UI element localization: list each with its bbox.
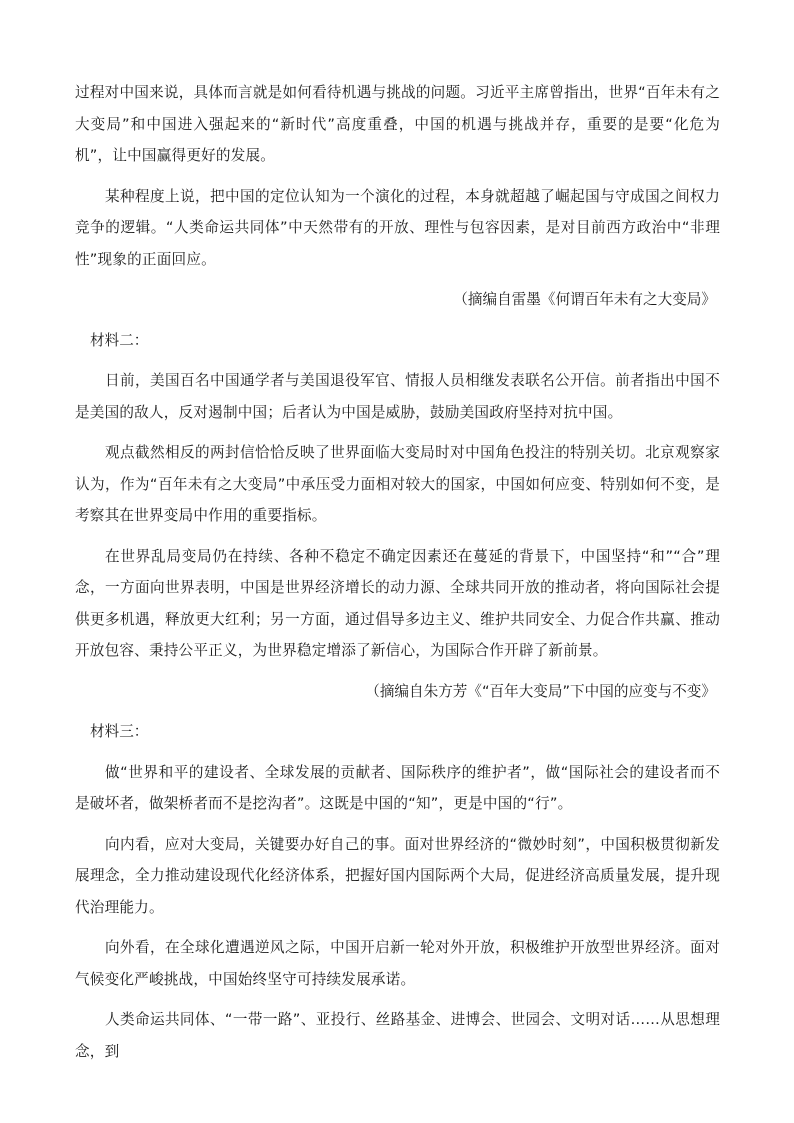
source-citation-1: （摘编自雷墨《何谓百年未有之大变局》 — [453, 291, 716, 308]
paragraph-2: 某种程度上说，把中国的定位认知为一个演化的过程，本身就超越了崛起国与守成国之间权力竞争的逻辑。“人类命运共同体”中天然带有的开放、理性与包容因素，是对目前西方政治中“非理性”现象的正面回应。 — [75, 187, 720, 268]
source-citation-2: （摘编自朱方芳《“百年大变局”下中国的应变与不变》 — [365, 682, 716, 700]
paragraph-4: 观点截然相反的两封信恰恰反映了世界面临大变局时对中国角色投注的特别关切。北京观察家认为，作为“百年未有之大变局”中承压受力面相对较大的国家，中国如何应变、特别如何不变，是考察其在世界变局中作用的重要指标。 — [75, 444, 720, 524]
material-2-label: 材料二： — [90, 331, 149, 349]
material-3-label: 材料三： — [90, 723, 149, 740]
paragraph-1: 过程对中国来说，具体而言就是如何看待机遇与挑战的问题。习近平主席曾指出，世界“百年未有之大变局”和中国进入强起来的“新时代”高度重叠，中国的机遇与挑战并存，重要的是要“化危为机”，让中国赢得更好的发展。 — [75, 84, 720, 164]
paragraph-7: 向内看，应对大变局，关键要办好自己的事。面对世界经济的“微妙时刻”，中国积极贯彻新发展理念，全力推动建设现代化经济体系，把握好国内国际两个大局，促进经济高质量发展，提升现代治理能力。 — [75, 835, 720, 916]
paragraph-6: 做“世界和平的建设者、全球发展的贡献者、国际秩序的维护者”，做“国际社会的建设者而不是破坏者，做架桥者而不是挖沟者”。这既是中国的“知”，更是中国的“行”。 — [75, 763, 720, 812]
paragraph-9: 人类命运共同体、“一带一路”、亚投行、丝路基金、进博会、世园会、文明对话……从思想理念，到 — [75, 1011, 720, 1060]
paragraph-3: 日前，美国百名中国通学者与美国退役军官、情报人员相继发表联名公开信。前者指出中国不是美国的敌人，反对遏制中国；后者认为中国是威胁，鼓励美国政府坚持对抗中国。 — [75, 372, 720, 421]
paragraph-5: 在世界乱局变局仍在持续、各种不稳定不确定因素还在蔓延的背景下，中国坚持“和”“合”理念，一方面向世界表明，中国是世界经济增长的动力源、全球共同开放的推动者，将向国际社会提供更多机遇，释放更大红利；另一方面，通过倡导多边主义、维护共同安全、力促合作共赢、推动开放包容、秉持公平正义，为世界稳定增添了新信心，为国际合作开辟了新前景。 — [75, 547, 720, 659]
document-body — [75, 77, 720, 1067]
paragraph-8: 向外看，在全球化遭遇逆风之际，中国开启新一轮对外开放，积极维护开放型世界经济。面对气候变化严峻挑战，中国始终坚守可持续发展承诺。 — [75, 939, 720, 988]
